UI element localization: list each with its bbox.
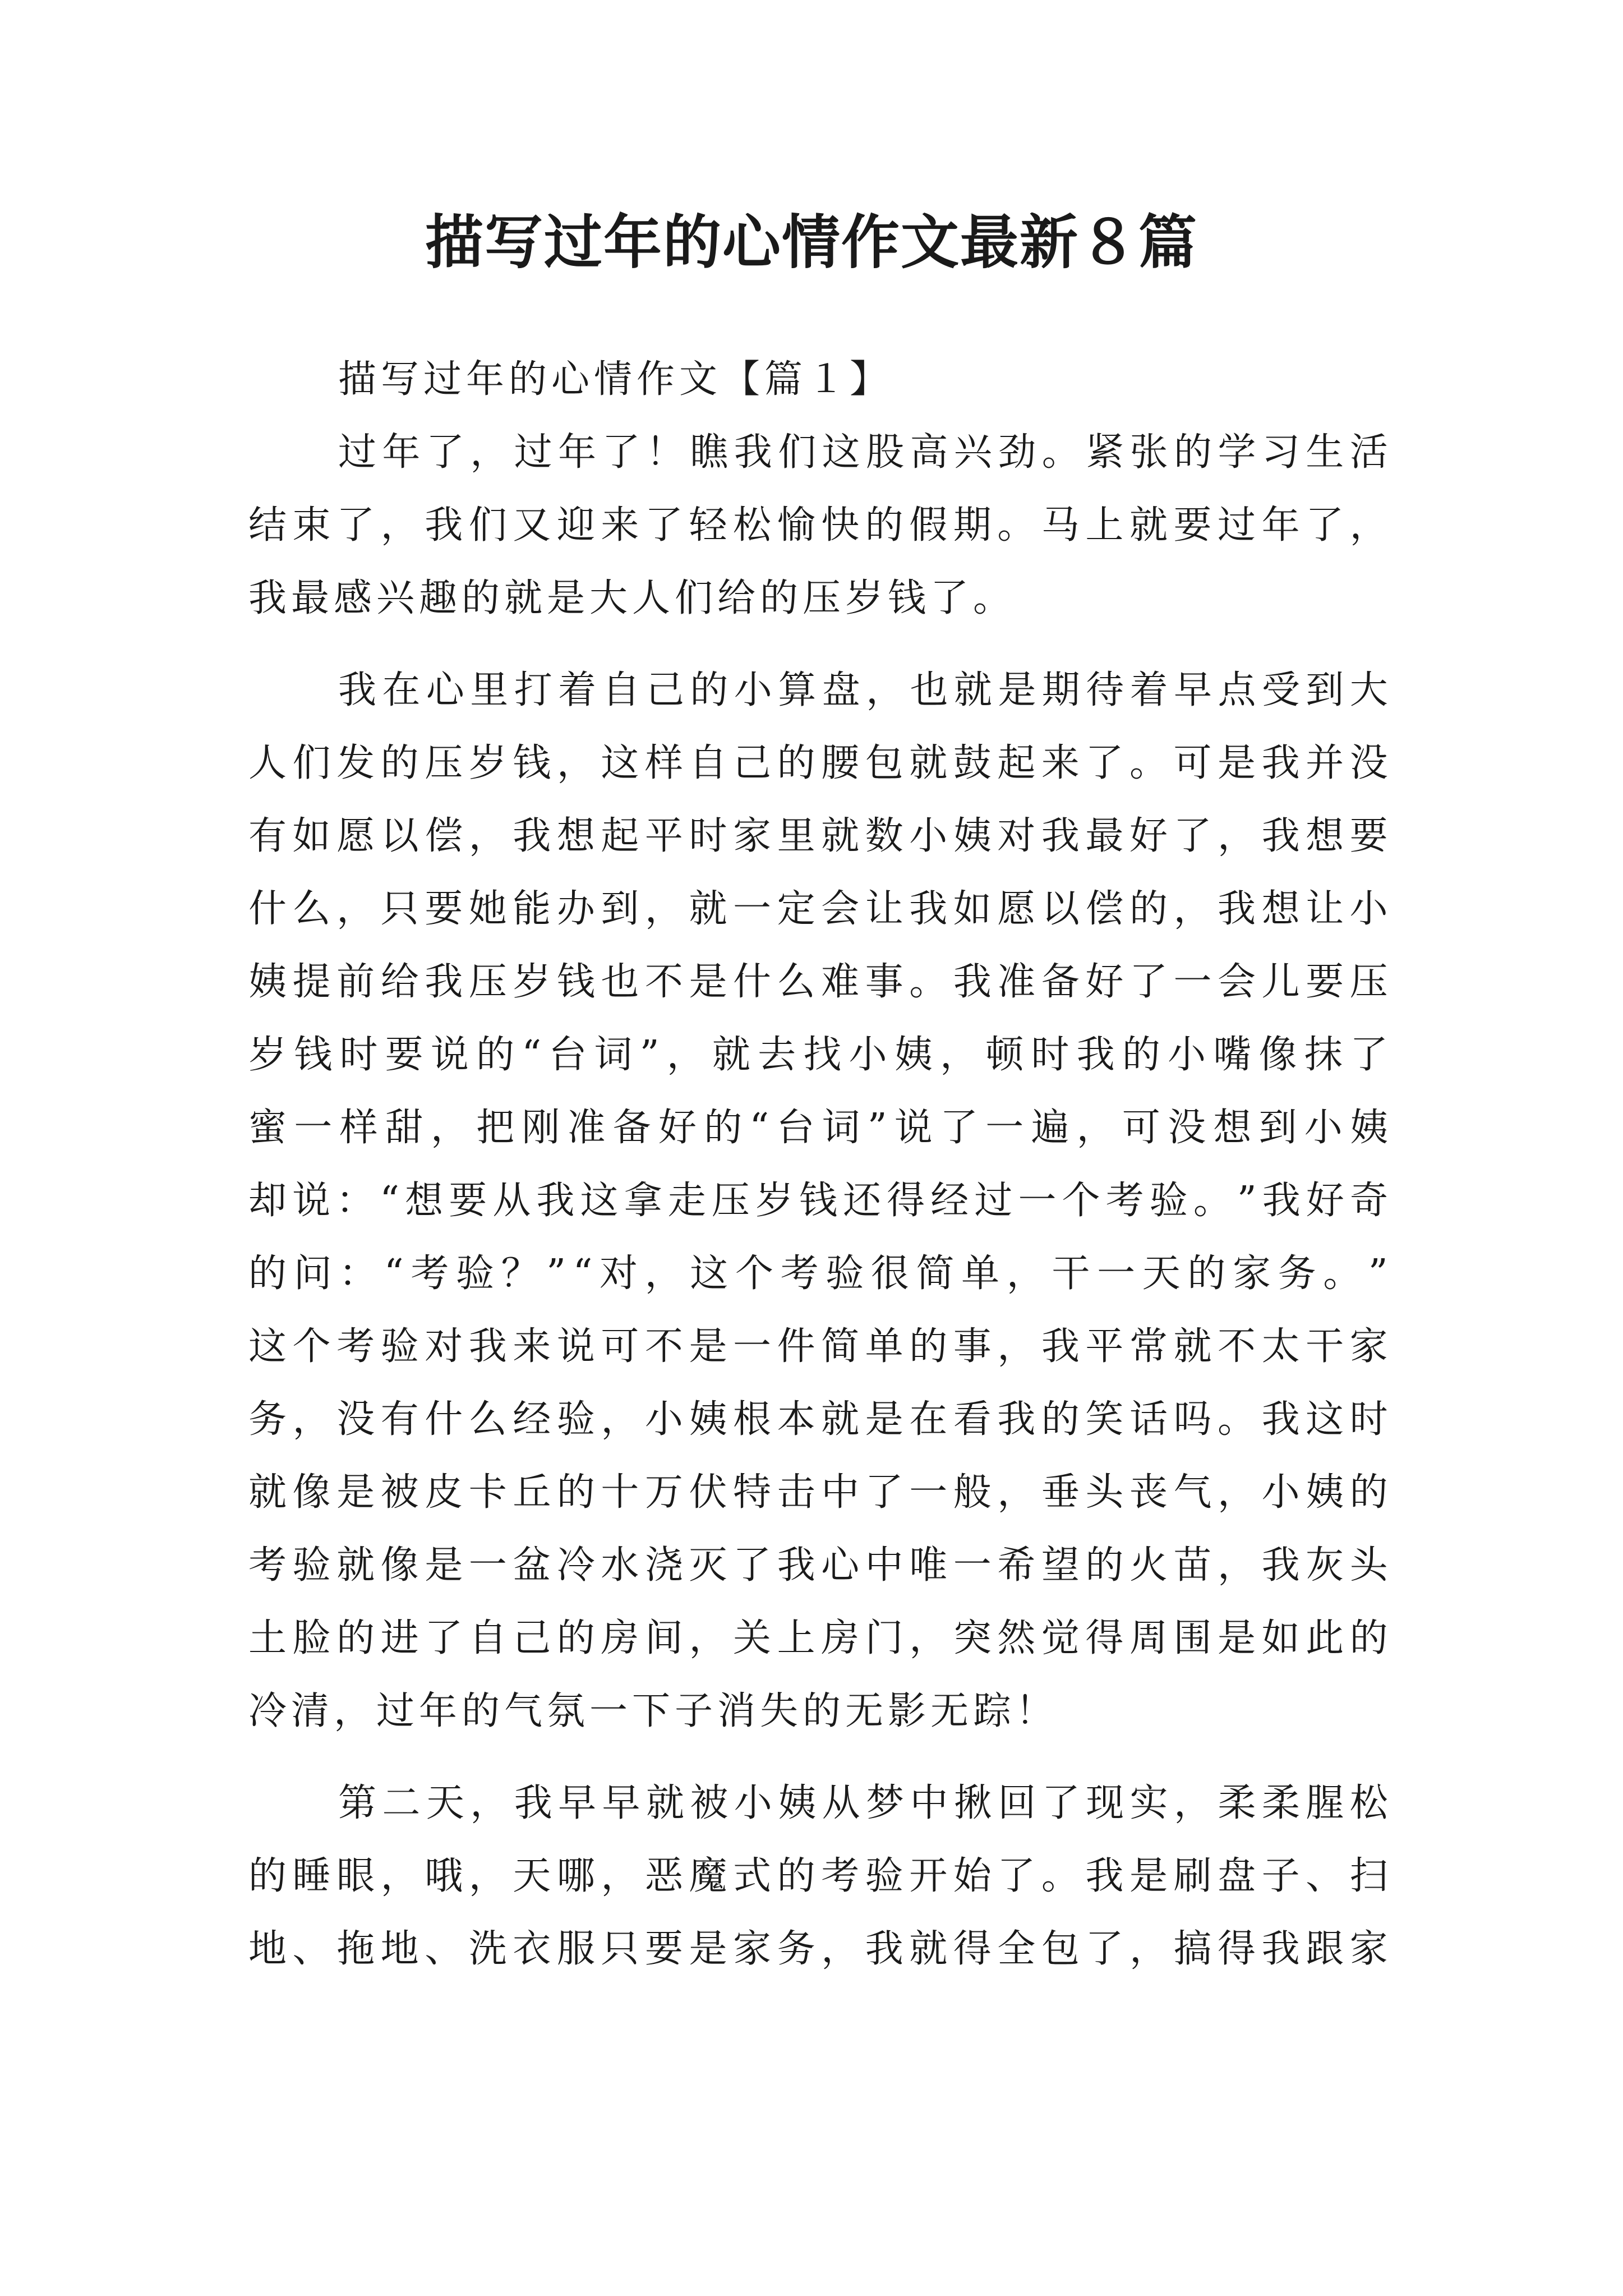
paragraph-line: 我 在 心 里 打 着 自 己 的 小 算 盘 ， 也 就 是 期 待 着 早 点 受 到 大 [338,668,1393,712]
document-body [248,343,1393,1986]
paragraph-line: 有 如 愿 以 偿 ， 我 想 起 平 时 家 里 就 数 小 姨 对 我 最 好 了 ， 我 想 要 [248,814,1393,858]
document-title: 描写过年的心情作文最新８篇 [425,208,1198,277]
paragraph-line: 结 束 了 ， 我 们 又 迎 来 了 轻 松 愉 快 的 假 期 。 马 上 就 要 过 年 了 ， [248,503,1393,547]
paragraph-line: 考 验 就 像 是 一 盆 冷 水 浇 灭 了 我 心 中 唯 一 希 望 的 火 苗 ， 我 灰 头 [248,1543,1393,1588]
paragraph-line: 过 年 了 ， 过 年 了 ！ 瞧 我 们 这 股 高 兴 劲 。 紧 张 的 学 习 生 活 [338,430,1393,475]
paragraph-line: 什 么 ， 只 要 她 能 办 到 ， 就 一 定 会 让 我 如 愿 以 偿 的 ， 我 想 让 小 [248,887,1393,931]
paragraph-gap [248,635,1393,654]
paragraph-line: 的 问 ： “ 考 验 ？ ” “ 对 ， 这 个 考 验 很 简 单 ， 干 一 天 的 家 务 。 ” [248,1251,1393,1296]
paragraph-line: 这 个 考 验 对 我 来 说 可 不 是 一 件 简 单 的 事 ， 我 平 常 就 不 太 干 家 [248,1324,1393,1369]
paragraph-line: 蜜 一 样 甜 ， 把 刚 准 备 好 的 “ 台 词 ” 说 了 一 遍 ， 可 没 想 到 小 姨 [248,1106,1393,1150]
paragraph-line: 就 像 是 被 皮 卡 丘 的 十 万 伏 特 击 中 了 一 般 ， 垂 头 丧 气 ， 小 姨 的 [248,1470,1393,1515]
paragraph-line: 姨 提 前 给 我 压 岁 钱 也 不 是 什 么 难 事 。 我 准 备 好 了 一 会 儿 要 压 [248,960,1393,1004]
paragraph-line: 务 ， 没 有 什 么 经 验 ， 小 姨 根 本 就 是 在 看 我 的 笑 话 吗 。 我 这 时 [248,1397,1393,1442]
paragraph-line: 第 二 天 ， 我 早 早 就 被 小 姨 从 梦 中 揪 回 了 现 实 ， 柔 柔 腥 松 [338,1781,1393,1825]
paragraph-line: 地 、 拖 地 、 洗 衣 服 只 要 是 家 务 ， 我 就 得 全 包 了 ， 搞 得 我 跟 家 [248,1927,1393,1971]
paragraph-line: 冷清，过年的气氛一下子消失的无影无踪！ [248,1689,1059,1733]
paragraph-line: 却 说 ： “ 想 要 从 我 这 拿 走 压 岁 钱 还 得 经 过 一 个 考 验 。 ” 我 好 奇 [248,1179,1393,1223]
paragraph-line: 人 们 发 的 压 岁 钱 ， 这 样 自 己 的 腰 包 就 鼓 起 来 了 。 可 是 我 并 没 [248,741,1393,785]
paragraph-line: 的 睡 眼 ， 哦 ， 天 哪 ， 恶 魔 式 的 考 验 开 始 了 。 我 是 刷 盘 子 、 扫 [248,1854,1393,1898]
paragraph-line: 土 脸 的 进 了 自 己 的 房 间 ， 关 上 房 门 ， 突 然 觉 得 周 围 是 如 此 的 [248,1616,1393,1660]
paragraph-gap [248,1748,1393,1767]
paragraph-line: 岁 钱 时 要 说 的 “ 台 词 ” ， 就 去 找 小 姨 ， 顿 时 我 的 小 嘴 像 抹 了 [248,1033,1393,1077]
paragraph-line: 我最感兴趣的就是大人们给的压岁钱了。 [248,576,1016,620]
section-heading: 描写过年的心情作文【篇１】 [338,357,893,402]
